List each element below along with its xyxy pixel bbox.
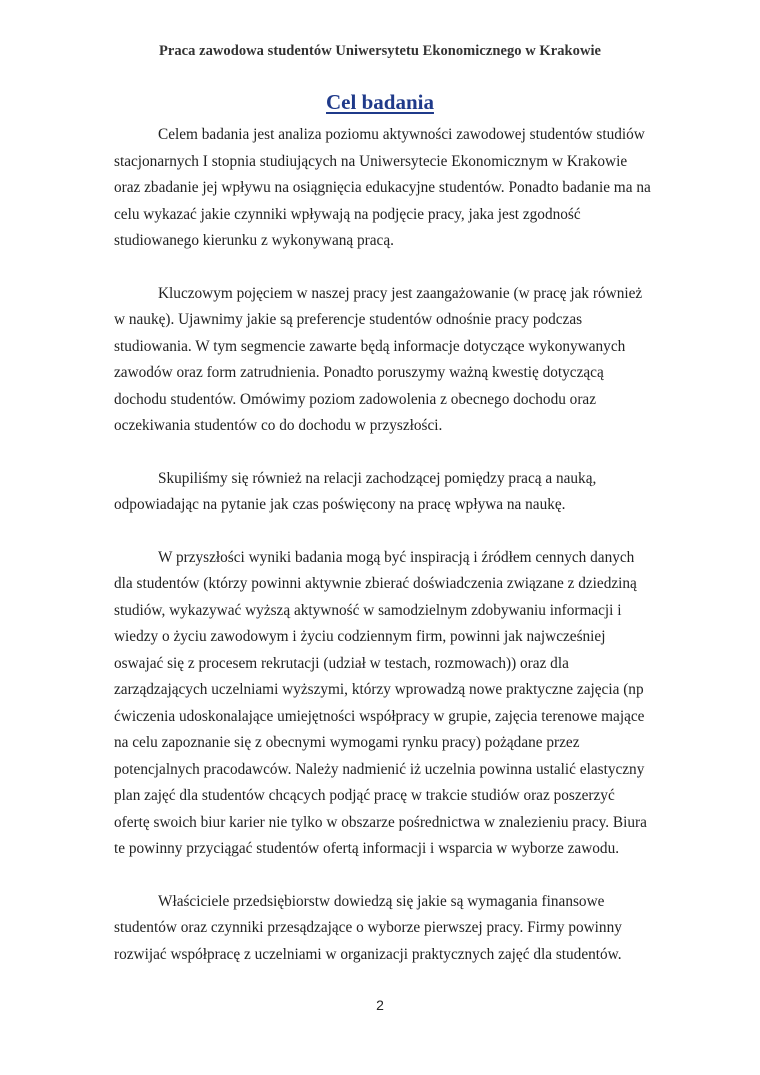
body-text [114, 122, 654, 968]
paragraph-research-goal: Celem badania jest analiza poziomu aktywności zawodowej studentów studiów stacjonarnych I stopnia studiujących na Uniwersytecie Ekonomicznym w Krakowie oraz zbadanie jej wpływu na osiągnięcia edukacyjne studentów. Ponadto badanie ma na celu wykazać jakie czynniki wpływają na podjęcie pracy, jaka jest zgodność studiowanego kierunku z wykonywaną pracą. [114, 126, 651, 249]
paragraph-work-study-relation: Skupiliśmy się również na relacji zachodzącej pomiędzy pracą a nauką, odpowiadając na pytanie jak czas poświęcony na pracę wpływa na naukę. [114, 469, 597, 513]
page-number: 2 [376, 997, 384, 1013]
paragraph-future-results: W przyszłości wyniki badania mogą być inspiracją i źródłem cennych danych dla studentów (którzy powinni aktywnie zbierać doświadczenia związane z dziedziną studiów, wykazywać wyższą aktywność w samodzielnym zdobywaniu informacji i wiedzy o życiu zawodowym i życiu codziennym firm, powinni jak najwcześniej oswajać się z procesem rekrutacji (udział w testach, rozmowach)) oraz dla zarządzających uczelniami wyższymi, którzy wprowadzą nowe praktyczne zajęcia (np ćwiczenia udoskonalające umiejętności współpracy w grupie, zajęcia terenowe mające na celu zapoznanie się z obecnymi wymogami rynku pracy) pożądane przez potencjalnych pracodawców. Należy nadmienić iż uczelnia powinna ustalić elastyczny plan zajęć dla studentów chcących podjąć pracę w trakcie studiów oraz poszerzyć ofertę swoich biur karier nie tylko w obszarze pośrednictwa w znalezieniu pracy. Biura te powinny przyciągać studentów ofertą informacji i wsparcia w wyborze zawodu. [114, 548, 647, 857]
paragraph-business-owners: Właściciele przedsiębiorstw dowiedzą się jakie są wymagania finansowe studentów oraz czynniki przesądzające o wyborze pierwszej pracy. Firmy powinny rozwijać współpracę z uczelniami w organizacji praktycznych zajęć dla studentów. [114, 892, 622, 963]
section-title: Cel badania [326, 90, 434, 114]
running-header: Praca zawodowa studentów Uniwersytetu Ekonomicznego w Krakowie [158, 43, 602, 59]
paragraph-key-concept: Kluczowym pojęciem w naszej pracy jest zaangażowanie (w pracę jak również w naukę). Ujawnimy jakie są preferencje studentów odnośnie pracy podczas studiowania. W tym segmencie zawarte będą informacje dotyczące wykonywanych zawodów oraz form zatrudnienia. Ponadto poruszymy ważną kwestię dotyczącą dochodu studentów. Omówimy poziom zadowolenia z obecnego dochodu oraz oczekiwania studentów co do dochodu w przyszłości. [114, 284, 643, 434]
